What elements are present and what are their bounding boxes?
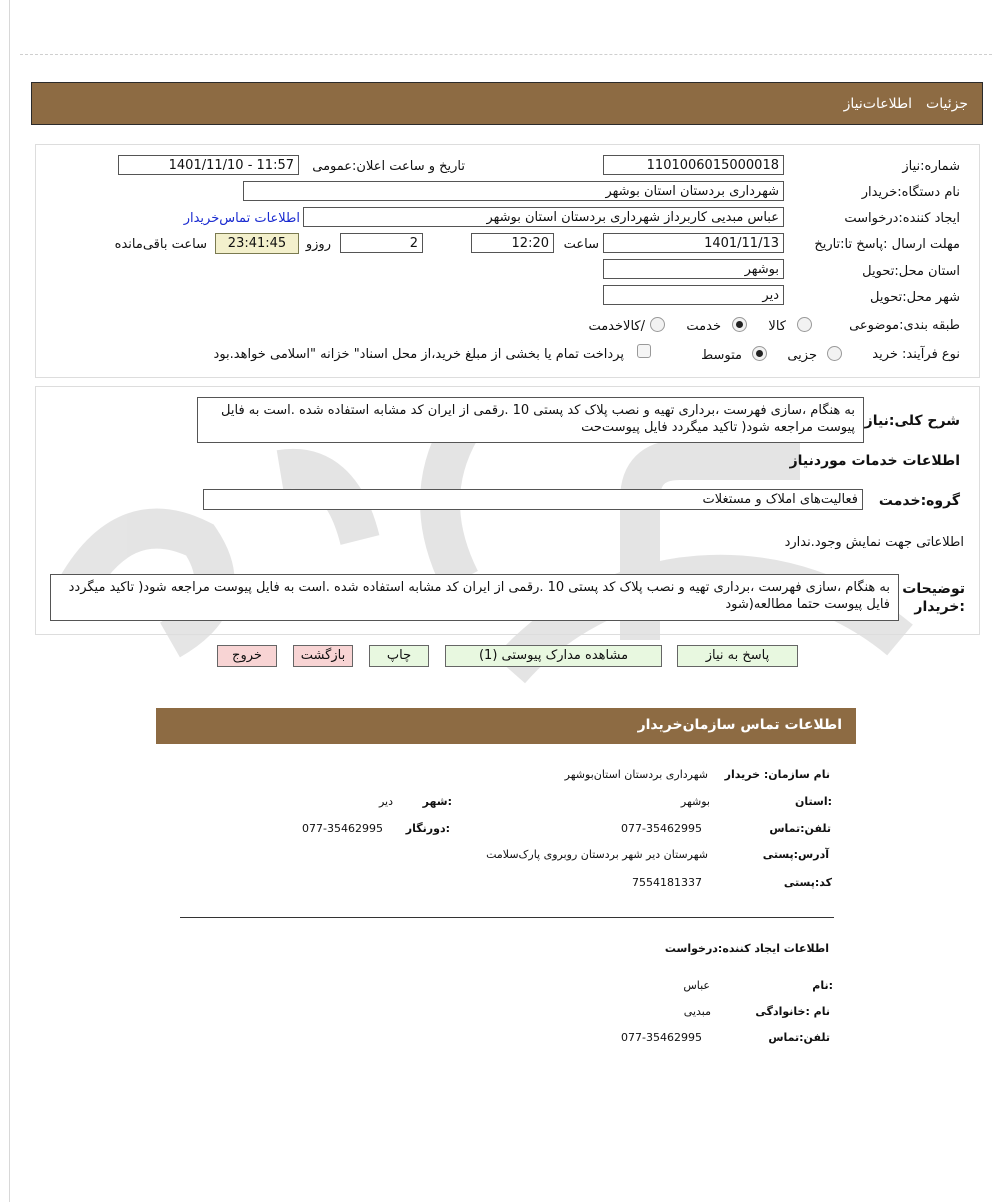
contact-city-value: دیر: [378, 795, 393, 808]
deadline-time-field: 12:20: [471, 233, 554, 253]
days-field: 2: [340, 233, 423, 253]
requester-title: اطلاعات ایجاد کننده:درخواست: [664, 942, 829, 955]
contact-postal-label: کد:پستی: [783, 876, 832, 889]
province-field: بوشهر: [603, 259, 784, 279]
buyer-notes-label-1: توضیحات: [902, 581, 965, 597]
back-button[interactable]: بازگشت: [293, 645, 353, 667]
need-number-label: شماره:نیاز: [902, 159, 960, 174]
need-info-panel: [35, 144, 980, 378]
buyer-notes-box: به هنگام ،سازی فهرست ،برداری تهیه و نصب پلاک کد پستی 10 .رقمی از ایران کد مشابه استفاده شده .است به فایل پیوست مراجعه شود( تاکید میگردد فایل پیوست حتما مطالعه(شود: [50, 574, 899, 621]
requester-phone-value: 077-35462995: [621, 1031, 702, 1044]
announce-datetime-field: 1401/11/10 - 11:57: [118, 155, 299, 175]
category-option-service: خدمت: [686, 319, 721, 334]
contact-fax-value: 077-35462995: [302, 822, 383, 835]
requester-family-label: نام :خانوادگی: [755, 1005, 830, 1018]
reply-button[interactable]: پاسخ به نیاز: [677, 645, 798, 667]
summary-text-box: به هنگام ،سازی فهرست ،برداری تهیه و نصب پلاک کد پستی 10 .رقمی از ایران کد مشابه استفاده شده .است به فایل پیوست مراجعه شود( تاکید میگردد فایل پیوست‌حت: [197, 397, 864, 443]
buyer-contact-title: اطلاعات تماس سازمان‌خریدار: [637, 717, 842, 733]
requester-name-label: :نام: [812, 979, 833, 992]
process-type-label: نوع فرآیند: خرید: [872, 347, 960, 362]
contact-city-label: :شهر: [422, 795, 452, 808]
exit-button[interactable]: خروج: [217, 645, 277, 667]
category-radio-goods[interactable]: [797, 317, 812, 332]
announce-datetime-label: تاریخ و ساعت اعلان:عمومی: [312, 159, 465, 174]
need-number-field: 1101006015000018: [603, 155, 784, 175]
service-group-label: گروه:خدمت: [878, 493, 960, 509]
contact-divider: [180, 917, 834, 918]
print-button[interactable]: چاپ: [369, 645, 429, 667]
deadline-date-field: 1401/11/13: [603, 233, 784, 253]
process-option-minor: جزیی: [787, 348, 817, 363]
city-label: شهر محل:تحویل: [870, 290, 960, 305]
org-name-label: نام سازمان: خریدار: [724, 768, 830, 781]
category-label: طبقه بندی:موضوعی: [849, 318, 960, 333]
org-name-value: شهرداری بردستان استان‌بوشهر: [564, 768, 708, 781]
page-header-bar: [31, 82, 983, 125]
tab-need-info[interactable]: اطلاعات‌نیاز: [843, 96, 912, 112]
requester-family-value: مبدیی: [683, 1005, 711, 1018]
buyer-contact-header: [156, 708, 856, 744]
view-attachments-button[interactable]: مشاهده مدارک پیوستی (1): [445, 645, 662, 667]
requester-phone-label: تلفن:تماس: [768, 1031, 830, 1044]
contact-province-label: :استان: [795, 795, 832, 808]
top-dotted-separator: [20, 54, 992, 55]
requester-name-value: عباس: [683, 979, 710, 992]
category-radio-service[interactable]: [732, 317, 747, 332]
creator-label: ایجاد کننده:درخواست: [844, 211, 960, 226]
remaining-time-label: ساعت باقی‌مانده: [114, 237, 207, 252]
process-radio-minor[interactable]: [827, 346, 842, 361]
buyer-contact-link[interactable]: اطلاعات تماس‌خریدار: [183, 211, 300, 226]
remaining-time-box: 23:41:45: [215, 233, 299, 254]
process-option-medium: متوسط: [701, 348, 742, 363]
contact-address-label: آدرس:پستی: [762, 848, 829, 861]
contact-phone-value: 077-35462995: [621, 822, 702, 835]
days-label: روزو: [305, 237, 331, 252]
contact-province-value: بوشهر: [680, 795, 710, 808]
no-info-text: اطلاعاتی جهت نمایش وجود.ندارد: [784, 535, 964, 550]
contact-postal-value: 7554181337: [632, 876, 702, 889]
tab-details[interactable]: جزئیات: [926, 96, 968, 112]
deadline-label: مهلت ارسال :پاسخ تا:تاریخ: [814, 237, 960, 252]
buyer-org-label: نام دستگاه:خریدار: [861, 185, 960, 200]
contact-address-value: شهرستان دیر شهر بردستان روبروی پارک‌سلامت: [486, 848, 708, 861]
buyer-notes-label-2: :خریدار: [914, 599, 965, 615]
payment-note: پرداخت تمام یا بخشی از مبلغ خرید،از محل اسناد" خزانه "اسلامی خواهد.بود: [213, 347, 624, 362]
services-heading: اطلاعات خدمات موردنیاز: [789, 453, 960, 469]
province-label: استان محل:تحویل: [862, 264, 960, 279]
process-radio-medium[interactable]: [752, 346, 767, 361]
service-group-field: فعالیت‌های املاک و مستغلات: [203, 489, 863, 510]
category-option-goods-service: /کالاخدمت: [588, 319, 645, 334]
creator-field: عباس مبدیی کاربرداز شهرداری بردستان استان بوشهر: [303, 207, 784, 227]
payment-checkbox[interactable]: [637, 344, 651, 358]
category-radio-goods-service[interactable]: [650, 317, 665, 332]
contact-fax-label: :دورنگار: [405, 822, 450, 835]
category-option-goods: کالا: [768, 319, 786, 334]
buyer-org-field: شهرداری بردستان استان بوشهر: [243, 181, 784, 201]
deadline-time-label: ساعت: [563, 237, 599, 252]
contact-phone-label: تلفن:تماس: [769, 822, 831, 835]
summary-label: شرح کلی:نیاز: [864, 413, 960, 429]
city-field: دیر: [603, 285, 784, 305]
left-border-line: [9, 0, 10, 1202]
